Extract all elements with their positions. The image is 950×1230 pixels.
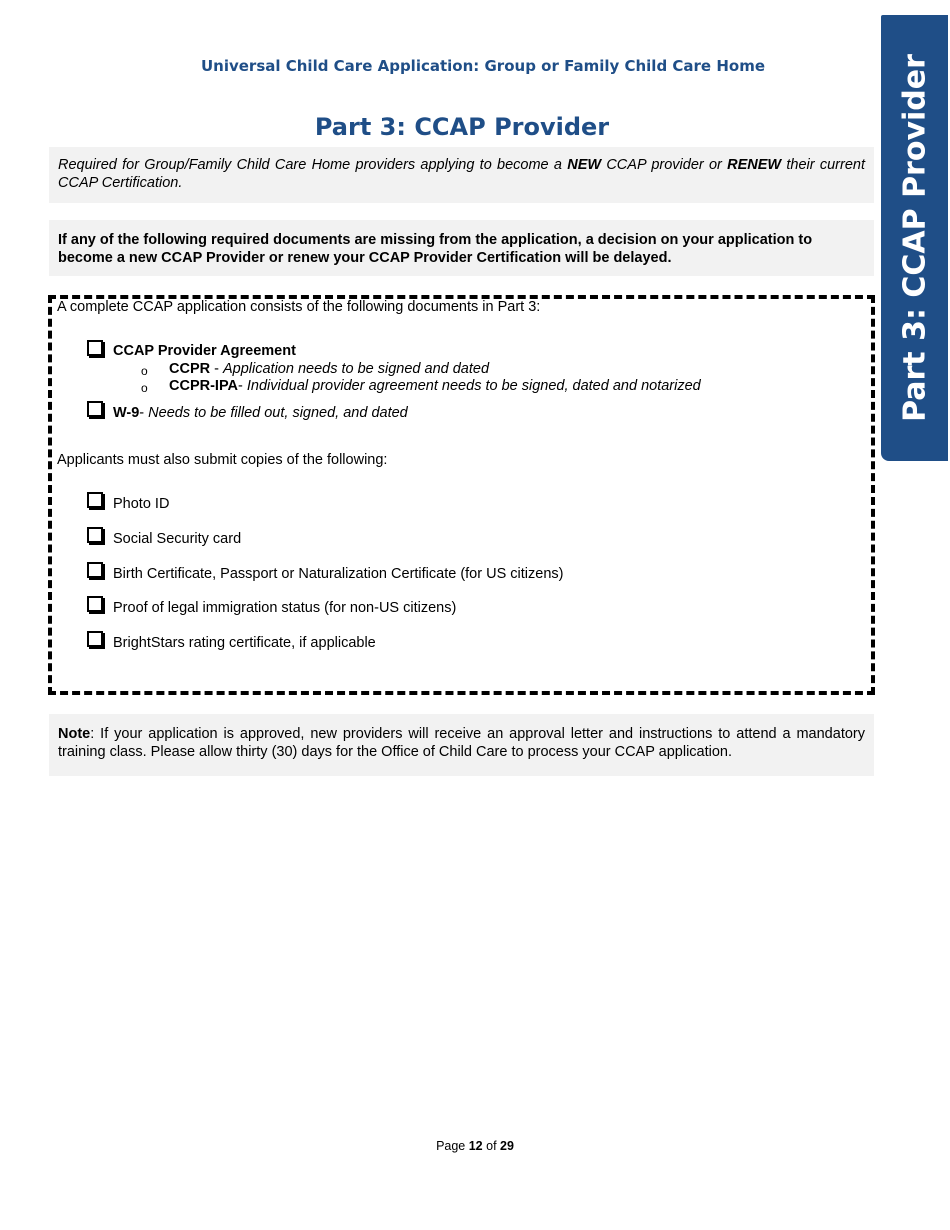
note-label: Note (58, 726, 91, 742)
intro-new: NEW (567, 157, 602, 173)
note-text: : If your application is approved, new providers will receive an approval letter and instructions to attend a mandatory training class. Please allow thirty (30) days for the Office of Child Care to process your CCAP application. (58, 726, 865, 760)
total-pages: 29 (500, 1139, 514, 1153)
intro-paragraph (49, 147, 874, 203)
page-footer (0, 1139, 950, 1153)
copy-item-social-security: Social Security card (113, 531, 242, 547)
w9-item (113, 405, 408, 421)
checkbox-immigration-status[interactable] (87, 596, 103, 612)
checklist-intro: A complete CCAP application consists of the following documents in Part 3: (57, 299, 541, 315)
ccpr-ipa-label: CCPR-IPA (169, 378, 239, 394)
w9-sep: - (139, 405, 149, 421)
ccpr-ipa-item (169, 378, 701, 394)
side-tab-label: Part 3: CCAP Provider (897, 54, 932, 422)
w9-desc: Needs to be filled out, signed, and dated (148, 405, 408, 421)
checkbox-photo-id[interactable] (87, 492, 103, 508)
copy-item-immigration-status: Proof of legal immigration status (for non-US citizens) (113, 600, 457, 616)
bullet-icon: o (141, 364, 148, 378)
checkbox-birth-certificate[interactable] (87, 562, 103, 578)
ccpr-sep: - (210, 361, 223, 377)
ccpr-desc: Application needs to be signed and dated (222, 361, 490, 377)
note-paragraph (49, 714, 874, 776)
copy-item-photo-id: Photo ID (113, 496, 170, 512)
current-page: 12 (468, 1139, 483, 1153)
checkbox-w9[interactable] (87, 401, 103, 417)
ccpr-ipa-sep: - (238, 378, 247, 394)
page-word: Page (436, 1139, 469, 1153)
also-submit-intro: Applicants must also submit copies of the following: (57, 452, 388, 468)
page-title: Part 3: CCAP Provider (314, 113, 610, 141)
ccap-agreement-label: CCAP Provider Agreement (113, 343, 296, 359)
intro-renew: RENEW (727, 157, 782, 173)
w9-label: W-9 (113, 405, 140, 421)
document-header-title: Universal Child Care Application: Group or Family Child Care Home (200, 57, 765, 75)
intro-text-2: CCAP provider or (601, 157, 728, 173)
checkbox-social-security[interactable] (87, 527, 103, 543)
of-word: of (482, 1139, 501, 1153)
bullet-icon: o (141, 381, 148, 395)
intro-text-1: Required for Group/Family Child Care Home providers applying to become a (58, 157, 568, 173)
ccpr-label: CCPR (169, 361, 211, 377)
ccpr-item (169, 361, 489, 377)
warning-paragraph: If any of the following required documents are missing from the application, a decision on your application to become a new CCAP Provider or renew your CCAP Provider Certification will be delayed. (49, 220, 874, 276)
checkbox-ccap-agreement[interactable] (87, 340, 103, 356)
ccpr-ipa-desc: Individual provider agreement needs to be signed, dated and notarized (246, 378, 701, 394)
copy-item-birth-certificate: Birth Certificate, Passport or Naturalization Certificate (for US citizens) (113, 566, 564, 582)
section-side-tab (881, 15, 948, 461)
copy-item-brightstars: BrightStars rating certificate, if applicable (113, 635, 376, 651)
intro-text-3: their current CCAP Certification. (58, 157, 865, 191)
checkbox-brightstars[interactable] (87, 631, 103, 647)
